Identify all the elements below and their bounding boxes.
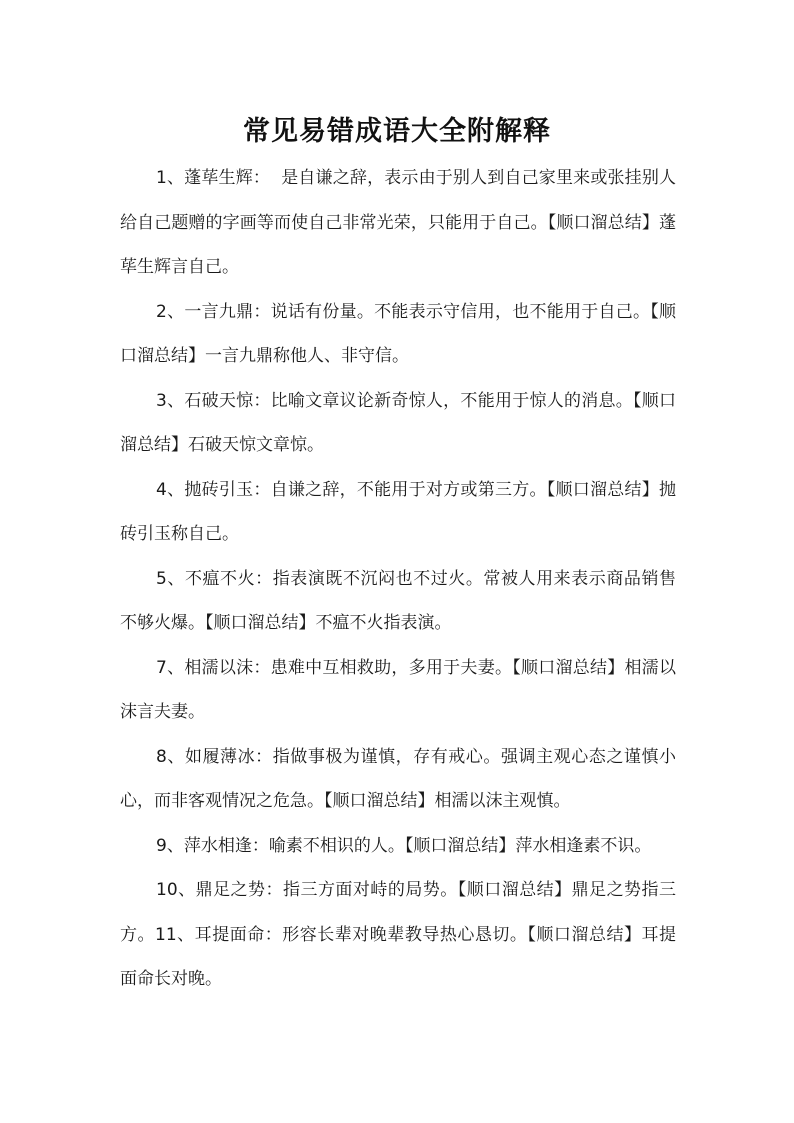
idiom-entry-8	[120, 735, 676, 824]
idiom-entry-7	[120, 646, 676, 735]
entry-number: 2、	[156, 301, 185, 322]
term-separator: ：	[255, 746, 273, 767]
entry-number: 5、	[156, 568, 185, 589]
idiom-explanation: 比喻文章议论新奇惊人，不能用于惊人的消息。【顺口溜总结】石破天惊文章惊。	[120, 390, 677, 455]
idiom-term: 石破天惊	[184, 390, 254, 411]
idiom-term: 不瘟不火	[184, 568, 256, 589]
term-separator: ：	[252, 168, 282, 188]
term-separator: ：	[253, 390, 271, 411]
entry-number: 9、	[156, 835, 184, 856]
idiom-entry-9	[120, 824, 676, 869]
idiom-term: 抛砖引玉	[184, 479, 254, 500]
document-body	[120, 156, 676, 1002]
term-separator: ：	[253, 657, 271, 678]
entry-number: 3、	[156, 390, 185, 411]
idiom-entry-1	[120, 156, 676, 290]
idiom-entry-2	[120, 290, 676, 379]
idiom-explanation: 自谦之辞，不能用于对方或第三方。【顺口溜总结】抛砖引玉称自己。	[120, 479, 677, 544]
idiom-explanation: 指三方面对峙的局势。【顺口溜总结】鼎足之势指三方。11、耳提面命：形容长辈对晚辈教导热心恳切。【顺口溜总结】耳提面命长对晚。	[120, 880, 677, 989]
term-separator: ：	[265, 880, 283, 900]
idiom-explanation: 说话有份量。不能表示守信用，也不能用于自己。【顺口溜总结】一言九鼎称他人、非守信。	[120, 301, 677, 366]
idiom-explanation: 指做事极为谨慎，存有戒心。强调主观心态之谨慎小心，而非客观情况之危急。【顺口溜总结】相濡以沫主观慎。	[120, 746, 677, 811]
idiom-term: 蓬荜生辉	[184, 168, 253, 188]
entry-number: 4、	[156, 479, 185, 500]
idiom-explanation: 喻素不相识的人。【顺口溜总结】萍水相逢素不识。	[268, 835, 652, 856]
term-separator: ：	[255, 568, 273, 589]
term-separator: ：	[253, 479, 271, 500]
entry-number: 7、	[156, 657, 185, 678]
idiom-entry-5	[120, 557, 676, 646]
idiom-entry-4	[120, 468, 676, 557]
idiom-term: 萍水相逢	[183, 835, 252, 856]
idiom-term: 一言九鼎	[184, 301, 254, 322]
entry-number: 1、	[156, 168, 185, 188]
entry-number: 8、	[156, 746, 185, 767]
idiom-term: 如履薄冰	[184, 746, 256, 767]
idiom-explanation: 患难中互相救助，多用于夫妻。【顺口溜总结】相濡以沫言夫妻。	[120, 657, 677, 722]
idiom-term: 鼎足之势	[195, 880, 266, 900]
idiom-term: 相濡以沫	[184, 657, 254, 678]
idiom-entry-10	[120, 868, 676, 1002]
idiom-explanation: 是自谦之辞，表示由于别人到自己家里来或张挂别人给自己题赠的字画等而使自己非常光荣，只能用于自己。【顺口溜总结】蓬荜生辉言自己。	[120, 168, 677, 277]
idiom-explanation: 指表演既不沉闷也不过火。常被人用来表示商品销售不够火爆。【顺口溜总结】不瘟不火指表演。	[120, 568, 677, 633]
entry-number: 10、	[156, 880, 196, 900]
term-separator: ：	[253, 301, 271, 322]
idiom-entry-3	[120, 379, 676, 468]
term-separator: ：	[251, 835, 269, 856]
document-title: 常见易错成语大全附解释	[243, 116, 551, 147]
